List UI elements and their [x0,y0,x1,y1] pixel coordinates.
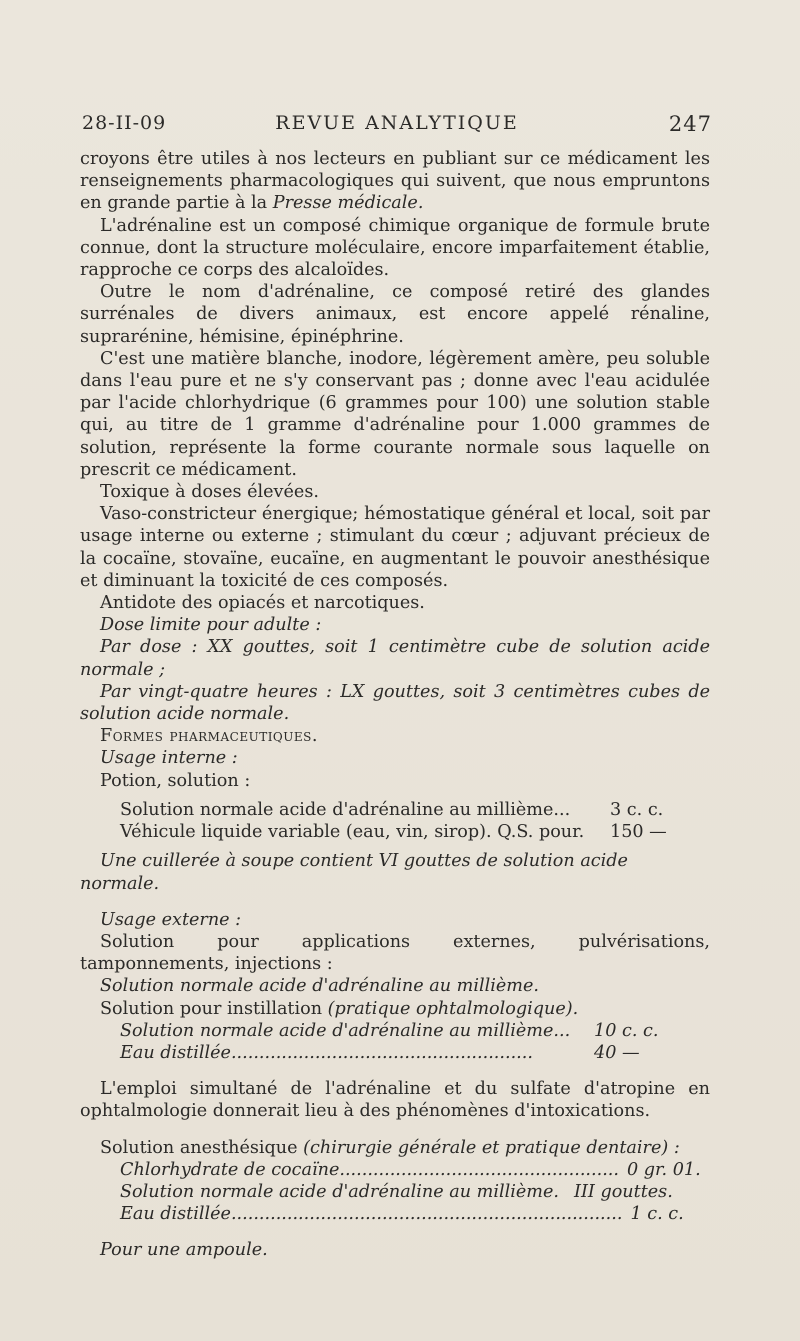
article-body [80,148,710,1262]
potion-label: Potion, solution : [100,770,251,791]
prescription-row: Solution normale acide d'adrénaline au millième... 3 c. c. [120,799,664,820]
forms-heading: Formes pharmaceutiques. [100,726,318,747]
paragraph-antidote: Antidote des opiacés et narcotiques. [100,593,425,614]
paragraph-intro: croyons être utiles à nos lecteurs en publiant sur ce médicament les renseignements pharmacologiques qui suivent, que nous empruntons en grande partie à la Presse médicale. [80,149,710,214]
prescription-row: Chlorhydrate de cocaïne.................................................. 0 gr. 01. [120,1159,701,1180]
prescription-row: Véhicule liquide variable (eau, vin, sirop). Q.S. pour. 150 — [120,822,667,843]
paragraph-properties: C'est une matière blanche, inodore, légèrement amère, peu soluble dans l'eau pure et ne s'y conservant pas ; donne avec l'eau acidulée par l'acide chlorhydrique (6 grammes pour 100) une solution stable qui, au titre de 1 gramme d'adrénaline pour 1.000 grammes de solution, représente la forme courante normale sous laquelle on prescrit ce médicament. [80,348,710,480]
journal-title: REVUE ANALYTIQUE [275,112,519,134]
paragraph-effects: Vaso-constricteur énergique; hémostatique général et local, soit par usage interne ou externe ; stimulant du cœur ; adjuvant précieux de la cocaïne, stovaïne, eucaïne, en augmentant le pouvoir anesthésique et diminuant la toxicité de ces composés. [80,504,710,591]
paragraph-atropine: L'emploi simultané de l'adrénaline et du sulfate d'atropine en ophtalmologie donnerait lieu à des phénomènes d'intoxications. [80,1079,710,1122]
ampoule-note: Pour une ampoule. [100,1240,268,1261]
internal-use-heading: Usage interne : [100,748,238,769]
paragraph-toxicity: Toxique à doses élevées. [100,482,319,503]
paragraph-names: Outre le nom d'adrénaline, ce composé retiré des glandes surrénales de divers animaux, est encore appelé rénaline, suprarénine, hémisine, épinéphrine. [80,282,710,347]
spoon-note: Une cuillerée à soupe contient VI gouttes de solution acide normale. [80,851,628,894]
issue-date: 28-II-09 [82,112,167,134]
dose-heading: Dose limite pour adulte : [100,615,322,636]
page-number: 247 [668,112,712,136]
prescription-row: Eau distillée...................................................................... 1 c. c. [120,1204,684,1225]
external-use-text: Solution pour applications externes, pulvérisations, tamponnements, injections : [80,931,710,975]
instillation-line: Solution pour instillation (pratique ophtalmologique). [100,998,579,1019]
external-use-heading: Usage externe : [100,909,242,930]
source-citation: Presse médicale. [272,193,424,214]
prescription-row: Solution normale acide d'adrénaline au millième... 10 c. c. [120,1020,659,1041]
prescription-row: Eau distillée...................................................... 40 — [120,1042,640,1063]
dose-per-day: Par vingt-quatre heures : LX gouttes, soit 3 centimètres cubes de solution acide normale. [80,681,710,725]
anesthetic-line: Solution anesthésique (chirurgie générale et pratique dentaire) : [100,1137,680,1158]
paragraph-composition: L'adrénaline est un composé chimique organique de formule brute connue, dont la structure moléculaire, encore imparfaitement établie, rapproche ce corps des alcaloïdes. [80,215,710,281]
external-solution: Solution normale acide d'adrénaline au millième. [100,976,539,997]
prescription-row: Solution normale acide d'adrénaline au millième. III gouttes. [120,1181,673,1202]
dose-per-dose: Par dose : XX gouttes, soit 1 centimètre cube de solution acide normale ; [80,637,710,680]
